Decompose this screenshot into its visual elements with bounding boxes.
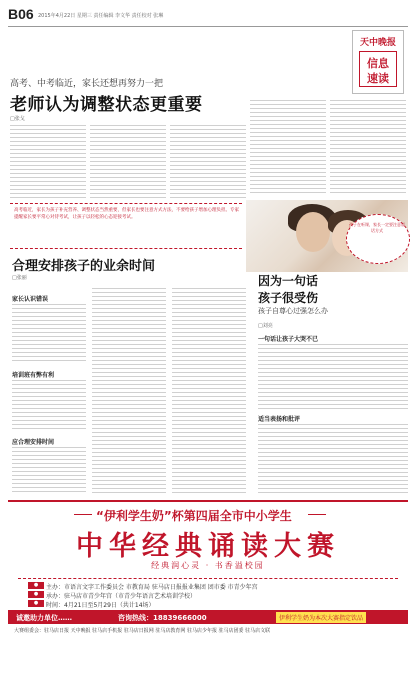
- photo-callout-text: 孩子在听课，家长一定要注意说话方式: [349, 222, 405, 233]
- article3-byline: □刘亮: [258, 323, 273, 329]
- banner-sponsors: 大赛组委会：驻马店日报 天中晚报 驻马店手机报 驻马店日报网 驻马店教育网 驻马店少年报 驻马店团委 驻马店文联: [14, 628, 271, 634]
- article1-body-col2: [90, 125, 166, 199]
- article1-byline: □张戈: [10, 116, 25, 122]
- banner-hotline-bar: [8, 610, 408, 624]
- article2-body-col2: [92, 288, 166, 496]
- info-line-host: 承办：驻马店市青少年宫（市青少年语言艺术培训学校）: [46, 593, 197, 600]
- banner-deco-left: [74, 514, 92, 515]
- article3-section2-heading: 适当表扬和批评: [258, 416, 301, 423]
- article3-headline-line1: 因为一句话: [258, 274, 319, 288]
- info-bullet: ●: [28, 591, 44, 598]
- info-bullet: ●: [28, 600, 44, 607]
- article3-headline-line2: 孩子很受伤: [258, 291, 319, 305]
- photo-face-mother: [296, 212, 330, 252]
- info-line-time: 时间：4月21日至5月29日（共计14场）: [46, 602, 155, 609]
- article2-body-col1b: [12, 380, 86, 432]
- brand-title-line1: 信息: [367, 57, 389, 70]
- article3-subhead: 孩子自尊心过强怎么办: [258, 307, 328, 315]
- contest-ad-banner: [8, 500, 408, 672]
- article3-body-part1: [258, 344, 408, 410]
- banner-hotline: 咨询热线：18839666000: [118, 614, 207, 622]
- article2-headline: 合理安排孩子的业余时间: [12, 259, 156, 274]
- article2-body-col1c: [12, 447, 86, 495]
- article1-kicker: 高考、中考临近，家长还想再努力一把: [10, 79, 164, 89]
- quote-text: 高考临近，家长为孩子补充营养、调整状态当然重要，但家长也要注意方式方法，不要给孩子增加心理负担。专家提醒家长要平常心对待考试，让孩子以轻松的心态迎接考试。: [14, 208, 239, 220]
- article1-body-col5: [330, 100, 406, 196]
- header-divider: [8, 26, 408, 27]
- banner-subtitle: “伊利学生奶”杯第四届全市中小学生: [96, 509, 292, 523]
- banner-tagline: 经典润心灵 · 书香溢校园: [151, 561, 265, 570]
- banner-invite-label: 诚邀助力单位……: [16, 614, 72, 622]
- article1-body-col1: [10, 125, 86, 199]
- brand-stamp: [359, 51, 397, 87]
- banner-deco-right: [308, 514, 326, 515]
- page-number: B06: [8, 6, 34, 22]
- article2-section1-heading: 家长认识错误: [12, 296, 49, 303]
- banner-slogan: 伊利学生奶为本次大赛指定饮品: [276, 612, 366, 623]
- article2-body-col3: [172, 288, 246, 496]
- info-bullet: ●: [28, 582, 44, 589]
- article2-body-col1a: [12, 304, 86, 364]
- banner-info: [18, 578, 398, 609]
- section-brand: [352, 30, 404, 94]
- header-meta: 2015年4月22日 星期三 责任编辑 李文华 责任校对 张琳: [38, 13, 164, 19]
- article1-body-col4: [250, 100, 326, 196]
- article1-headline: 老师认为调整状态更重要: [10, 95, 203, 115]
- info-line-organizers: 主办：市语言文字工作委员会 市教育局 驻马店日报报业集团 团市委 市青少年宫: [46, 584, 258, 591]
- article2-section2-heading: 培训班有弊有利: [12, 372, 55, 379]
- brand-paper-name: 天中晚报: [359, 38, 396, 48]
- article1-body-col3: [170, 125, 246, 199]
- banner-title: 中华经典诵读大赛: [76, 531, 340, 562]
- article3-body-part2: [258, 424, 408, 496]
- article2-byline: □张丽: [12, 275, 27, 281]
- page-header: [8, 6, 408, 24]
- article3-section1-heading: 一句话让孩子大哭不已: [258, 336, 319, 343]
- article2-section3-heading: 应合理安排时间: [12, 439, 55, 446]
- brand-title-line2: 速读: [367, 72, 389, 85]
